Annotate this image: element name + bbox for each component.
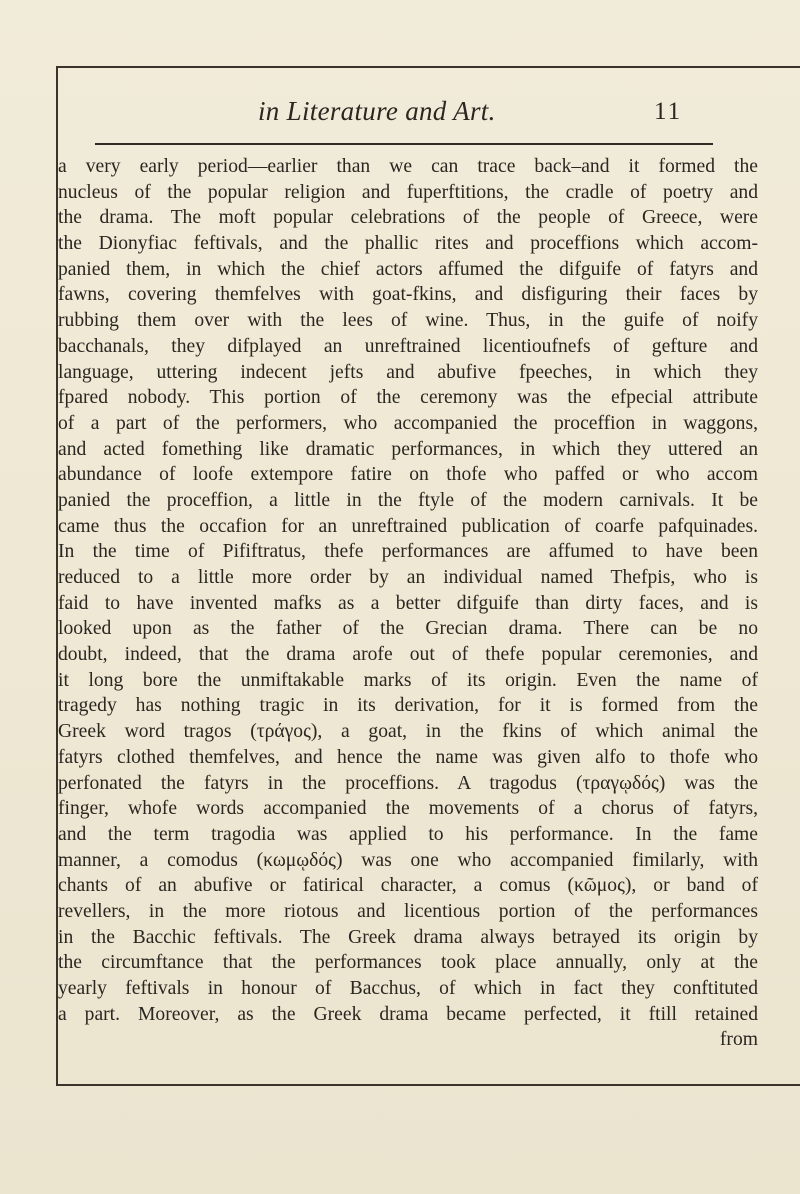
page-border-top [57,66,800,68]
text-line: nucleus of the popular religion and fuperftitions, the cradle of poetry and [58,181,758,203]
text-line: fatyrs clothed themfelves, and hence the name was given alfo to thofe who [58,746,758,768]
text-line: the drama. The moft popular celebrations of the people of Greece, were [58,207,758,229]
text-line: tragedy has nothing tragic in its derivation, for it is formed from the [58,695,758,717]
text-line: bacchanals, they difplayed an unreftrained licentioufnefs of gefture and [58,335,758,357]
text-line: panied the proceffion, a little in the ftyle of the modern carnivals. It be [58,489,758,511]
text-line: the circumftance that the performances took place annually, only at the [58,952,758,974]
text-line: language, uttering indecent jefts and abufive fpeeches, in which they [58,361,758,383]
text-line: chants of an abufive or fatirical character, a comus (κῶμος), or band of [58,875,758,897]
text-line: Greek word tragos (τράγος), a goat, in the fkins of which animal the [58,721,758,743]
text-line: reduced to a little more order by an individual named Thefpis, who is [58,567,758,588]
text-line: fawns, covering themfelves with goat-fkins, and disfiguring their faces by [58,284,758,306]
text-line: fpared nobody. This portion of the ceremony was the efpecial attribute [58,387,758,409]
text-line: the Dionyfiac feftivals, and the phallic rites and proceffions which accom- [58,233,758,255]
text-line: perfonated the fatyrs in the proceffions. A tragodus (τραγῳδός) was the [58,772,758,794]
text-line: revellers, in the more riotous and licentious portion of the performances [58,900,758,922]
text-line: abundance of loofe extempore fatire on thofe who paffed or who accom [58,464,758,486]
catchword: from [719,1029,758,1051]
text-line: of a part of the performers, who accompanied the proceffion in waggons, [58,412,758,434]
body-text [58,154,758,1053]
text-line: looked upon as the father of the Grecian drama. There can be no [58,618,758,640]
text-line: panied them, in which the chief actors affumed the difguife of fatyrs and [58,258,758,280]
text-line: yearly feftivals in honour of Bacchus, of which in fact they conftituted [58,978,758,999]
text-line: came thus the occafion for an unreftrained publication of coarfe pafquinades. [58,515,758,537]
text-line: In the time of Pififtratus, thefe performances are affumed to have been [58,541,758,563]
text-line: faid to have invented mafks as a better difguife than dirty faces, and is [58,592,758,614]
text-line: and acted fomething like dramatic performances, in which they uttered an [58,438,758,460]
text-line: doubt, indeed, that the drama arofe out of thefe popular ceremonies, and [58,644,758,666]
text-line: a part. Moreover, as the Greek drama became perfected, it ftill retained [58,1003,758,1025]
text-line: finger, whofe words accompanied the movements of a chorus of fatyrs, [58,798,758,820]
page-header [0,96,800,136]
page-number: 11 [654,98,683,125]
text-line: rubbing them over with the lees of wine. Thus, in the guife of noify [58,310,758,332]
text-line: a very early period—earlier than we can trace back–and it formed the [58,156,758,177]
text-line: in the Bacchic feftivals. The Greek drama always betrayed its origin by [58,926,758,948]
header-rule [95,143,713,145]
text-line: manner, a comodus (κωμῳδός) was one who accompanied fimilarly, with [58,849,758,871]
text-line: it long bore the unmiftakable marks of its origin. Even the name of [58,669,758,691]
page-border-bottom [57,1084,800,1086]
running-head: in Literature and Art. [258,96,496,126]
text-line: and the term tragodia was applied to his performance. In the fame [58,823,758,845]
